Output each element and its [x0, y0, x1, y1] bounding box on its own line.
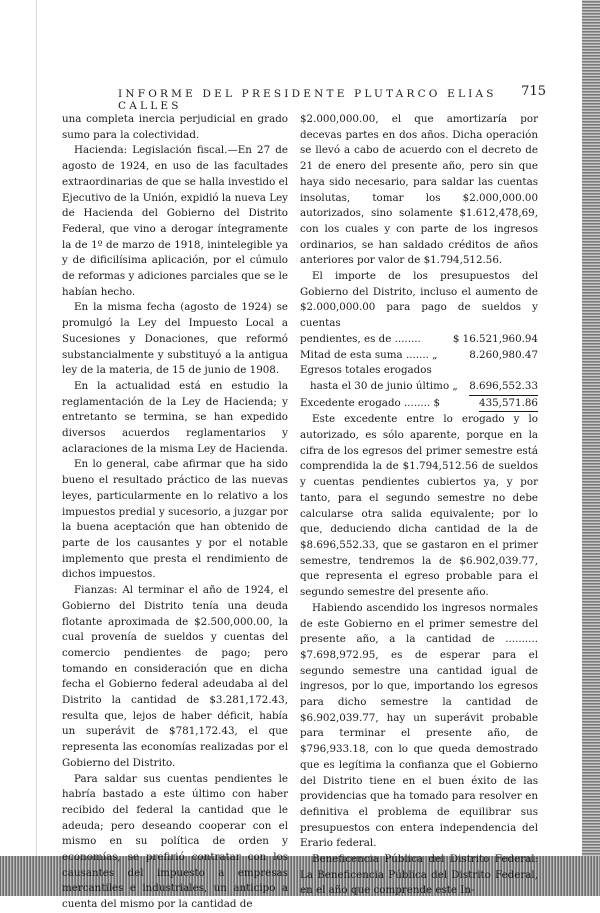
paragraph: El importe de los presupuestos del Gobierno del Distrito, incluso el aumento de $2.000,000.00 para pago de sueldos y cuentas — [300, 270, 538, 330]
ledger-label: Mitad de esta suma ....... „ — [300, 348, 438, 361]
page-number: 715 — [521, 84, 546, 99]
paragraph: $2.000,000.00, el que amortizaría por decevas partes en dos años. Dicha operación se llevó a cabo de acuerdo con el decreto de 21 de enero del presente año, pero sin que haya sido necesario, para saldar las cuentas insolutas, tomar los $2.000,000.00 autorizados, sino solamente $1.612,478,69, con los cuales y con parte de los ingresos ordinarios, se han saldado créditos de años anteriores por valor de $1.794,512.56. — [300, 113, 538, 267]
ledger-row — [300, 363, 538, 379]
ledger-row — [300, 396, 538, 413]
page-fold-line — [36, 0, 37, 856]
paragraph: En la actualidad está en estudio la reglamentación de la Ley de Hacienda; y entretanto se termina, se han expedido diversos acuerdos reglamentarios y aclaraciones de la misma Ley de Hacienda. — [62, 379, 289, 455]
paragraph: Para saldar sus cuentas pendientes le habría bastado a este último con haber recibido del federal la cantidad que le adeuda; pero deseando cooperar con el mismo en su política de orden y economías, se prefirió contratar con los causantes del impuesto a empresas mercantiles e industriales, un anticipo a cuenta del mismo por la cantidad de — [62, 772, 288, 911]
ledger-label: Egresos totales erogados — [300, 364, 432, 377]
running-header — [60, 84, 546, 112]
ledger-row — [300, 379, 538, 396]
left-column — [62, 112, 288, 913]
paragraph: una completa inercia perjudicial en grado sumo para la colectividad. — [62, 113, 288, 141]
paragraph: Hacienda: Legislación fiscal.—En 27 de agosto de 1924, en uso de las facultades extraordinarias de que se halla investido el Ejecutivo de la Unión, expidió la nueva Ley de Hacienda del Gobierno del Distrito Federal, que vino a derogar íntegramente la de 1º de marzo de 1918, inintelegible ya y de dificilísima aplicación, por el cúmulo de reformas y adiciones parciales que se le habían hecho. — [62, 144, 288, 298]
paragraph: Habiendo ascendido los ingresos normales de este Gobierno en el primer semestre del presente año, a la cantidad de .......... $7.698,972.95, es de esperar para el segundo semestre una cantidad igual de ingresos, por lo que, importando los egresos para dicho semestre la cantidad de $6.902,039.77, hay un superávit probable para terminar el presente año, de $796,933.18, con lo que queda demostrado que es legítima la confianza que el Gobierno del Distrito tiene en el buen éxito de las providencias que ha tomado para resolver en definitiva el problema de equilibrar sus presupuestos con entera independencia del Erario federal. — [300, 601, 538, 850]
paragraph: En lo general, cabe afirmar que ha sido bueno el resultado práctico de las nuevas leyes, particularmente en lo relativo a los impuestos predial y sucesorio, a juzgar por la buena aceptación que han obtenido de parte de los causantes y por el notable implemento que presta el rendimiento de dichos impuestos. — [62, 458, 288, 581]
paragraph: Fianzas: Al terminar el año de 1924, el Gobierno del Distrito tenía una deuda flotante aproximada de $2.500,000.00, la cual provenía de sueldos y cuentas del comercio pendientes de pago; pero tomando en consideración que en dicha fecha el Gobierno federal adeudaba al del Distrito la cantidad de $3.281,172.43, resulta que, lejos de haber déficit, había un superávit de $781,172.43, el que representa las economías realizadas por el Gobierno del Distrito. — [62, 584, 288, 769]
running-title: INFORME DEL PRESIDENTE PLUTARCO ELIAS CALLES — [118, 88, 497, 112]
ledger-value: 8.260,980.47 — [469, 348, 538, 361]
ledger-value: 435,571.86 — [479, 396, 538, 413]
ledger-label: pendientes, es de ........ — [300, 332, 421, 345]
ledger-row — [300, 332, 538, 348]
budget-ledger — [300, 332, 538, 413]
ledger-label: hasta el 30 de junio último „ — [310, 379, 458, 392]
scan-edge-right — [582, 0, 600, 896]
ledger-value: 8.696,552.33 — [469, 379, 538, 396]
ledger-label: Excedente erogado ........ $ — [300, 396, 441, 409]
right-column — [300, 112, 538, 899]
ledger-value: $ 16.521,960.94 — [452, 332, 538, 345]
paragraph: Este excedente entre lo erogado y lo autorizado, es sólo aparente, porque en la cifra de los egresos del primer semestre está comprendida la de $1.794,512.56 de sueldos y cuentas pendientes cubiertos ya, y por tanto, para el segundo semestre no debe calcularse otra salida equivalente; por lo que, deduciendo dicha cantidad de la de $8.696,552.33, que se gastaron en el primer semestre, tendremos la de $6.902,039.77, que representa el egreso probable para el segundo semestre del presente año. — [300, 413, 538, 599]
paragraph: En la misma fecha (agosto de 1924) se promulgó la Ley del Impuesto Local a Sucesiones y Donaciones, que reformó substancialmente y substituyó a la antigua ley de la materia, de 15 de junio de 1908. — [62, 301, 288, 377]
paragraph: Beneficencia Pública del Distrito Federal: La Beneficencia Pública del Distrito Federal, en el año que comprende este In- — [300, 853, 538, 897]
ledger-row — [300, 348, 538, 364]
